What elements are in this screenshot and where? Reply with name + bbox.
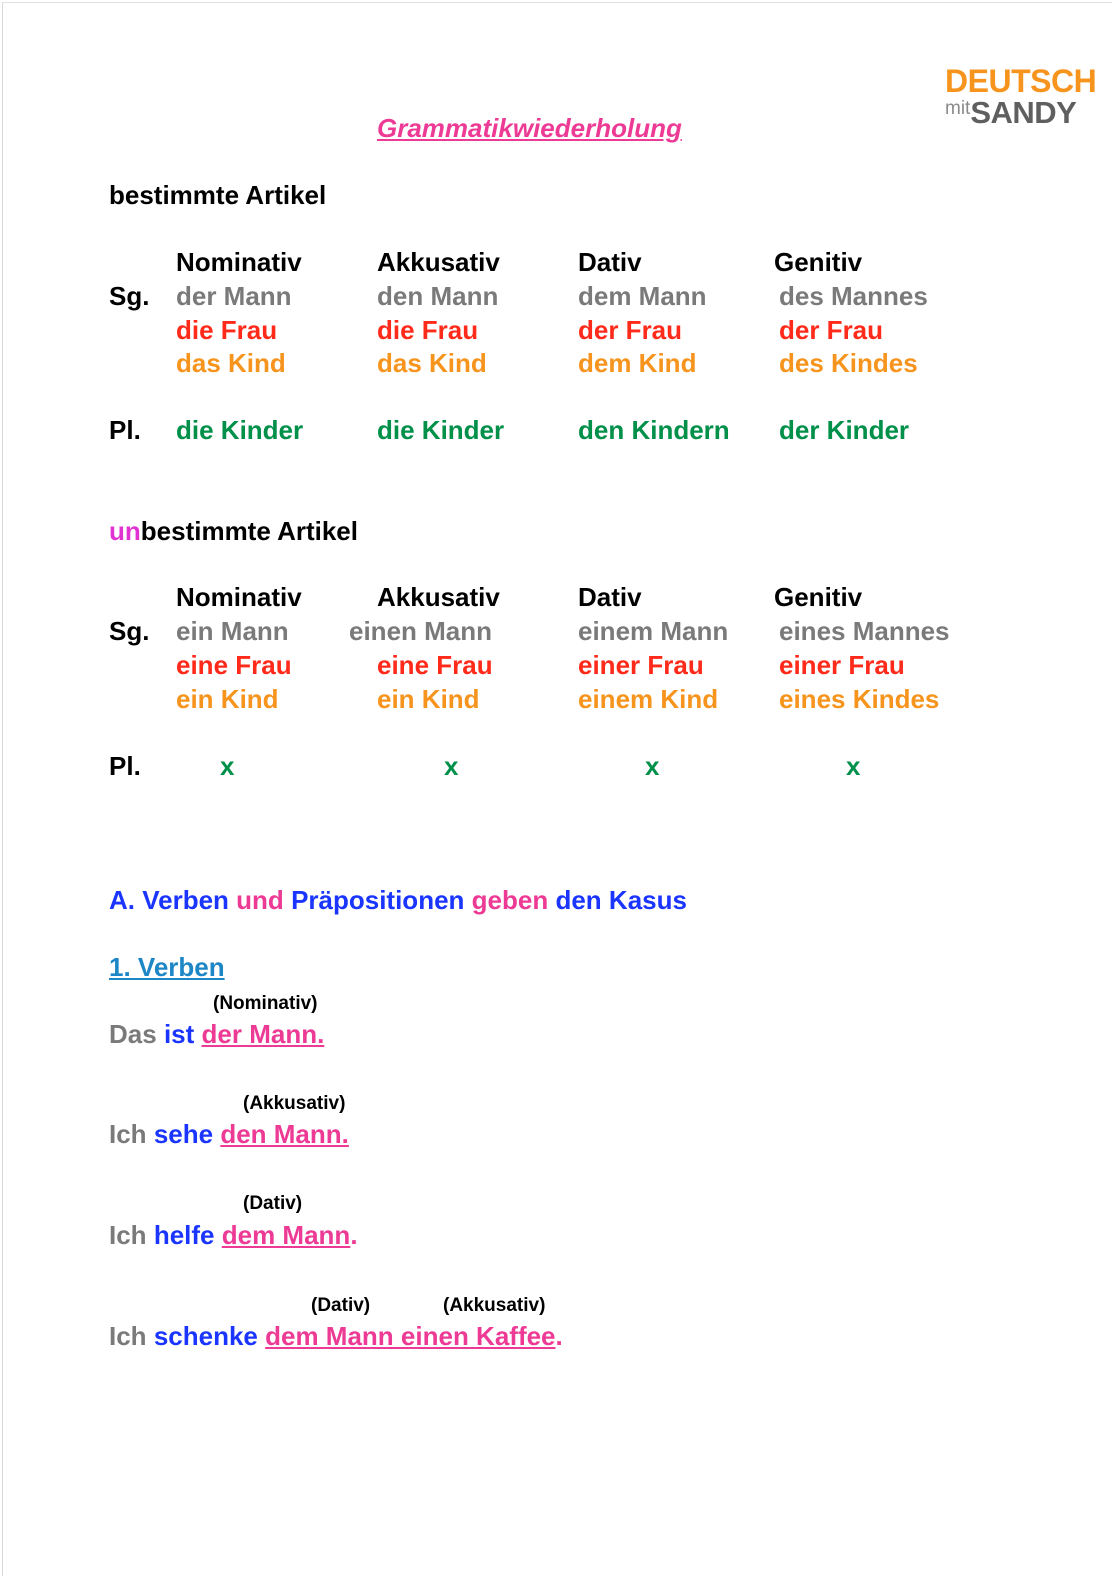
indef-masc-akk: einen Mann — [349, 616, 493, 646]
s4-case-note-akkusativ: (Akkusativ) — [443, 1295, 546, 1316]
worksheet-page — [2, 2, 1112, 1576]
sentence-3 — [109, 1220, 358, 1251]
indef-masc-dat: einem Mann — [578, 616, 729, 646]
indef-fem-gen: einer Frau — [779, 650, 905, 680]
s4-verb: schenke — [153, 1321, 258, 1351]
s2-subject: Ich — [109, 1119, 147, 1149]
verbs-heading: 1. Verben — [109, 952, 225, 982]
def-masc-akk: den Mann — [377, 281, 499, 311]
section-a-heading — [109, 885, 687, 916]
section-a-und: und — [236, 885, 284, 915]
s2-verb: sehe — [153, 1119, 214, 1149]
s3-case-note: (Dativ) — [243, 1193, 303, 1214]
indef-neut-akk: ein Kind — [377, 684, 480, 714]
indef-fem-nom: eine Frau — [176, 650, 292, 680]
def-pl-nom: die Kinder — [176, 415, 304, 445]
def-masc-dat: dem Mann — [578, 281, 707, 311]
section-a-verbs: A. Verben — [109, 885, 229, 915]
indef-pl-label: Pl. — [109, 751, 141, 781]
indef-col-dativ: Dativ — [578, 582, 642, 612]
s4-end: . — [555, 1321, 563, 1351]
def-masc-nom: der Mann — [176, 281, 292, 311]
definite-heading: bestimmte Artikel — [109, 180, 327, 210]
indef-neut-dat: einem Kind — [578, 684, 719, 714]
section-a-kasus: den Kasus — [555, 885, 687, 915]
s2-case-note: (Akkusativ) — [243, 1093, 346, 1114]
sentence-1 — [109, 1019, 324, 1050]
def-fem-nom: die Frau — [176, 315, 278, 345]
logo-mit-sandy — [945, 92, 1076, 130]
def-pl-label: Pl. — [109, 415, 141, 445]
s1-case-note: (Nominativ) — [213, 993, 318, 1014]
def-pl-gen: der Kinder — [779, 415, 910, 445]
def-neut-akk: das Kind — [377, 348, 487, 378]
s2-object: den Mann. — [220, 1119, 349, 1149]
s3-end: . — [350, 1220, 358, 1250]
s3-object: dem Mann — [221, 1220, 351, 1250]
indefinite-heading — [109, 516, 358, 547]
sentence-2 — [109, 1119, 349, 1150]
indefinite-heading-rest: bestimmte Artikel — [140, 516, 358, 546]
indef-col-genitiv: Genitiv — [774, 582, 863, 612]
indef-masc-nom: ein Mann — [176, 616, 289, 646]
indef-neut-gen: eines Kindes — [779, 684, 940, 714]
indef-neut-nom: ein Kind — [176, 684, 279, 714]
indef-col-akkusativ: Akkusativ — [377, 582, 500, 612]
indef-fem-akk: eine Frau — [377, 650, 493, 680]
indefinite-heading-prefix: un — [109, 516, 141, 546]
s4-subject: Ich — [109, 1321, 147, 1351]
indef-col-nominativ: Nominativ — [176, 582, 302, 612]
def-sg-label: Sg. — [109, 281, 150, 311]
def-pl-akk: die Kinder — [377, 415, 505, 445]
s1-verb: ist — [163, 1019, 195, 1049]
def-neut-dat: dem Kind — [578, 348, 697, 378]
def-col-nominativ: Nominativ — [176, 247, 302, 277]
indef-fem-dat: einer Frau — [578, 650, 704, 680]
indef-masc-gen: eines Mannes — [779, 616, 950, 646]
s1-object: der Mann. — [201, 1019, 325, 1049]
logo-deutsch: DEUTSCH — [945, 63, 1097, 99]
logo-mit: mit — [945, 98, 971, 119]
def-col-akkusativ: Akkusativ — [377, 247, 500, 277]
s4-case-note-dativ: (Dativ) — [311, 1295, 371, 1316]
indef-pl-nom: x — [220, 751, 235, 781]
section-a-geben: geben — [471, 885, 549, 915]
def-fem-akk: die Frau — [377, 315, 479, 345]
def-fem-gen: der Frau — [779, 315, 884, 345]
sentence-4 — [109, 1321, 563, 1352]
def-pl-dat: den Kindern — [578, 415, 730, 445]
def-col-dativ: Dativ — [578, 247, 642, 277]
s3-verb: helfe — [153, 1220, 215, 1250]
indef-pl-akk: x — [444, 751, 459, 781]
indef-pl-gen: x — [846, 751, 861, 781]
def-masc-gen: des Mannes — [779, 281, 928, 311]
s1-subject: Das — [109, 1019, 157, 1049]
def-neut-nom: das Kind — [176, 348, 286, 378]
s4-object: dem Mann einen Kaffee — [265, 1321, 556, 1351]
s3-subject: Ich — [109, 1220, 147, 1250]
indef-sg-label: Sg. — [109, 616, 150, 646]
def-neut-gen: des Kindes — [779, 348, 918, 378]
indef-pl-dat: x — [645, 751, 660, 781]
def-col-genitiv: Genitiv — [774, 247, 863, 277]
logo-sandy: SANDY — [970, 95, 1077, 130]
def-fem-dat: der Frau — [578, 315, 683, 345]
page-title: Grammatikwiederholung — [377, 113, 682, 143]
section-a-prep: Präpositionen — [291, 885, 465, 915]
